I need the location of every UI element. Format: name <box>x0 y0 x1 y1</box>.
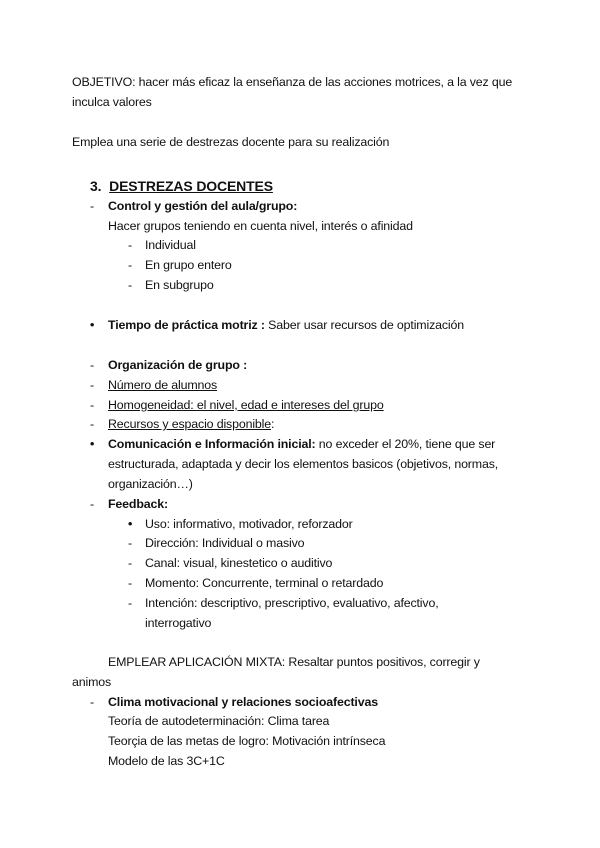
dash-marker: - <box>128 278 133 292</box>
recursos-line <box>108 416 274 432</box>
control-item: En grupo entero <box>145 258 232 272</box>
control-item: En subgrupo <box>145 278 214 292</box>
dash-marker: - <box>128 556 133 570</box>
dash-marker: - <box>128 536 133 550</box>
recursos: Recursos y espacio disponible <box>108 417 272 431</box>
tiempo-line <box>108 317 464 333</box>
dash-marker: - <box>90 695 95 709</box>
section-heading <box>90 178 273 194</box>
feedback-item: Canal: visual, kinestetico o auditivo <box>145 556 333 570</box>
dash-marker: - <box>128 258 133 272</box>
emplear-line-1: EMPLEAR APLICACIÓN MIXTA: Resaltar puntos positivos, corregir y <box>108 655 480 669</box>
clima-title: Clima motivacional y relaciones socioafectivas <box>108 695 378 709</box>
feedback-item: Uso: informativo, motivador, reforzador <box>145 517 353 531</box>
feedback-item: Intención: descriptivo, prescriptivo, evaluativo, afectivo, <box>145 596 439 610</box>
bullet-marker: • <box>128 517 133 531</box>
dash-marker: - <box>90 417 95 431</box>
dash-marker: - <box>90 398 95 412</box>
tiempo-rest: Saber usar recursos de optimización <box>268 318 464 332</box>
emplear-line-2: animos <box>72 675 112 689</box>
dash-marker: - <box>90 358 95 372</box>
control-desc: Hacer grupos teniendo en cuenta nivel, interés o afinidad <box>108 219 413 233</box>
feedback-item-continuation: interrogativo <box>145 616 212 630</box>
numero-alumnos: Número de alumnos <box>108 378 218 392</box>
organizacion-title: Organización de grupo : <box>108 358 248 372</box>
objetivo-line-1 <box>72 74 512 90</box>
recursos-colon: : <box>271 417 275 431</box>
control-title: Control y gestión del aula/grupo: <box>108 199 298 213</box>
comunicacion-line-2: estructurada, adaptada y decir los elementos basicos (objetivos, normas, <box>108 457 499 471</box>
tiempo-title: Tiempo de práctica motriz : <box>108 318 265 332</box>
feedback-title: Feedback: <box>108 497 168 511</box>
comunicacion-line-3: organización…) <box>108 477 193 491</box>
comunicacion-rest: no exceder el 20%, tiene que ser <box>318 437 496 451</box>
control-item: Individual <box>145 238 196 252</box>
bullet-marker: • <box>90 437 95 451</box>
objetivo-text: hacer más eficaz la enseñanza de las acciones motrices, a la vez que <box>138 75 513 89</box>
feedback-item: Momento: Concurrente, terminal o retardado <box>145 576 384 590</box>
clima-line: Modelo de las 3C+1C <box>108 754 225 768</box>
dash-marker: - <box>90 199 95 213</box>
dash-marker: - <box>128 596 133 610</box>
bullet-marker: • <box>90 318 95 332</box>
feedback-item: Dirección: Individual o masivo <box>145 536 305 550</box>
homogeneidad: Homogeneidad: el nivel, edad e intereses del grupo <box>108 398 384 412</box>
clima-line: Teoría de autodeterminación: Clima tarea <box>108 714 330 728</box>
emplea-line: Emplea una serie de destrezas docente para su realización <box>72 135 390 149</box>
section-number: 3. <box>90 178 102 194</box>
comunicacion-title: Comunicación e Información inicial: <box>108 437 316 451</box>
section-title: DESTREZAS DOCENTES <box>109 178 273 194</box>
clima-line: Teorçia de las metas de logro: Motivación intrínseca <box>108 734 386 748</box>
dash-marker: - <box>128 576 133 590</box>
dash-marker: - <box>128 238 133 252</box>
comunicacion-line-1 <box>108 436 495 452</box>
dash-marker: - <box>90 378 95 392</box>
objetivo-label: OBJETIVO: <box>72 75 136 89</box>
objetivo-line-2: inculca valores <box>72 95 152 109</box>
dash-marker: - <box>90 497 95 511</box>
